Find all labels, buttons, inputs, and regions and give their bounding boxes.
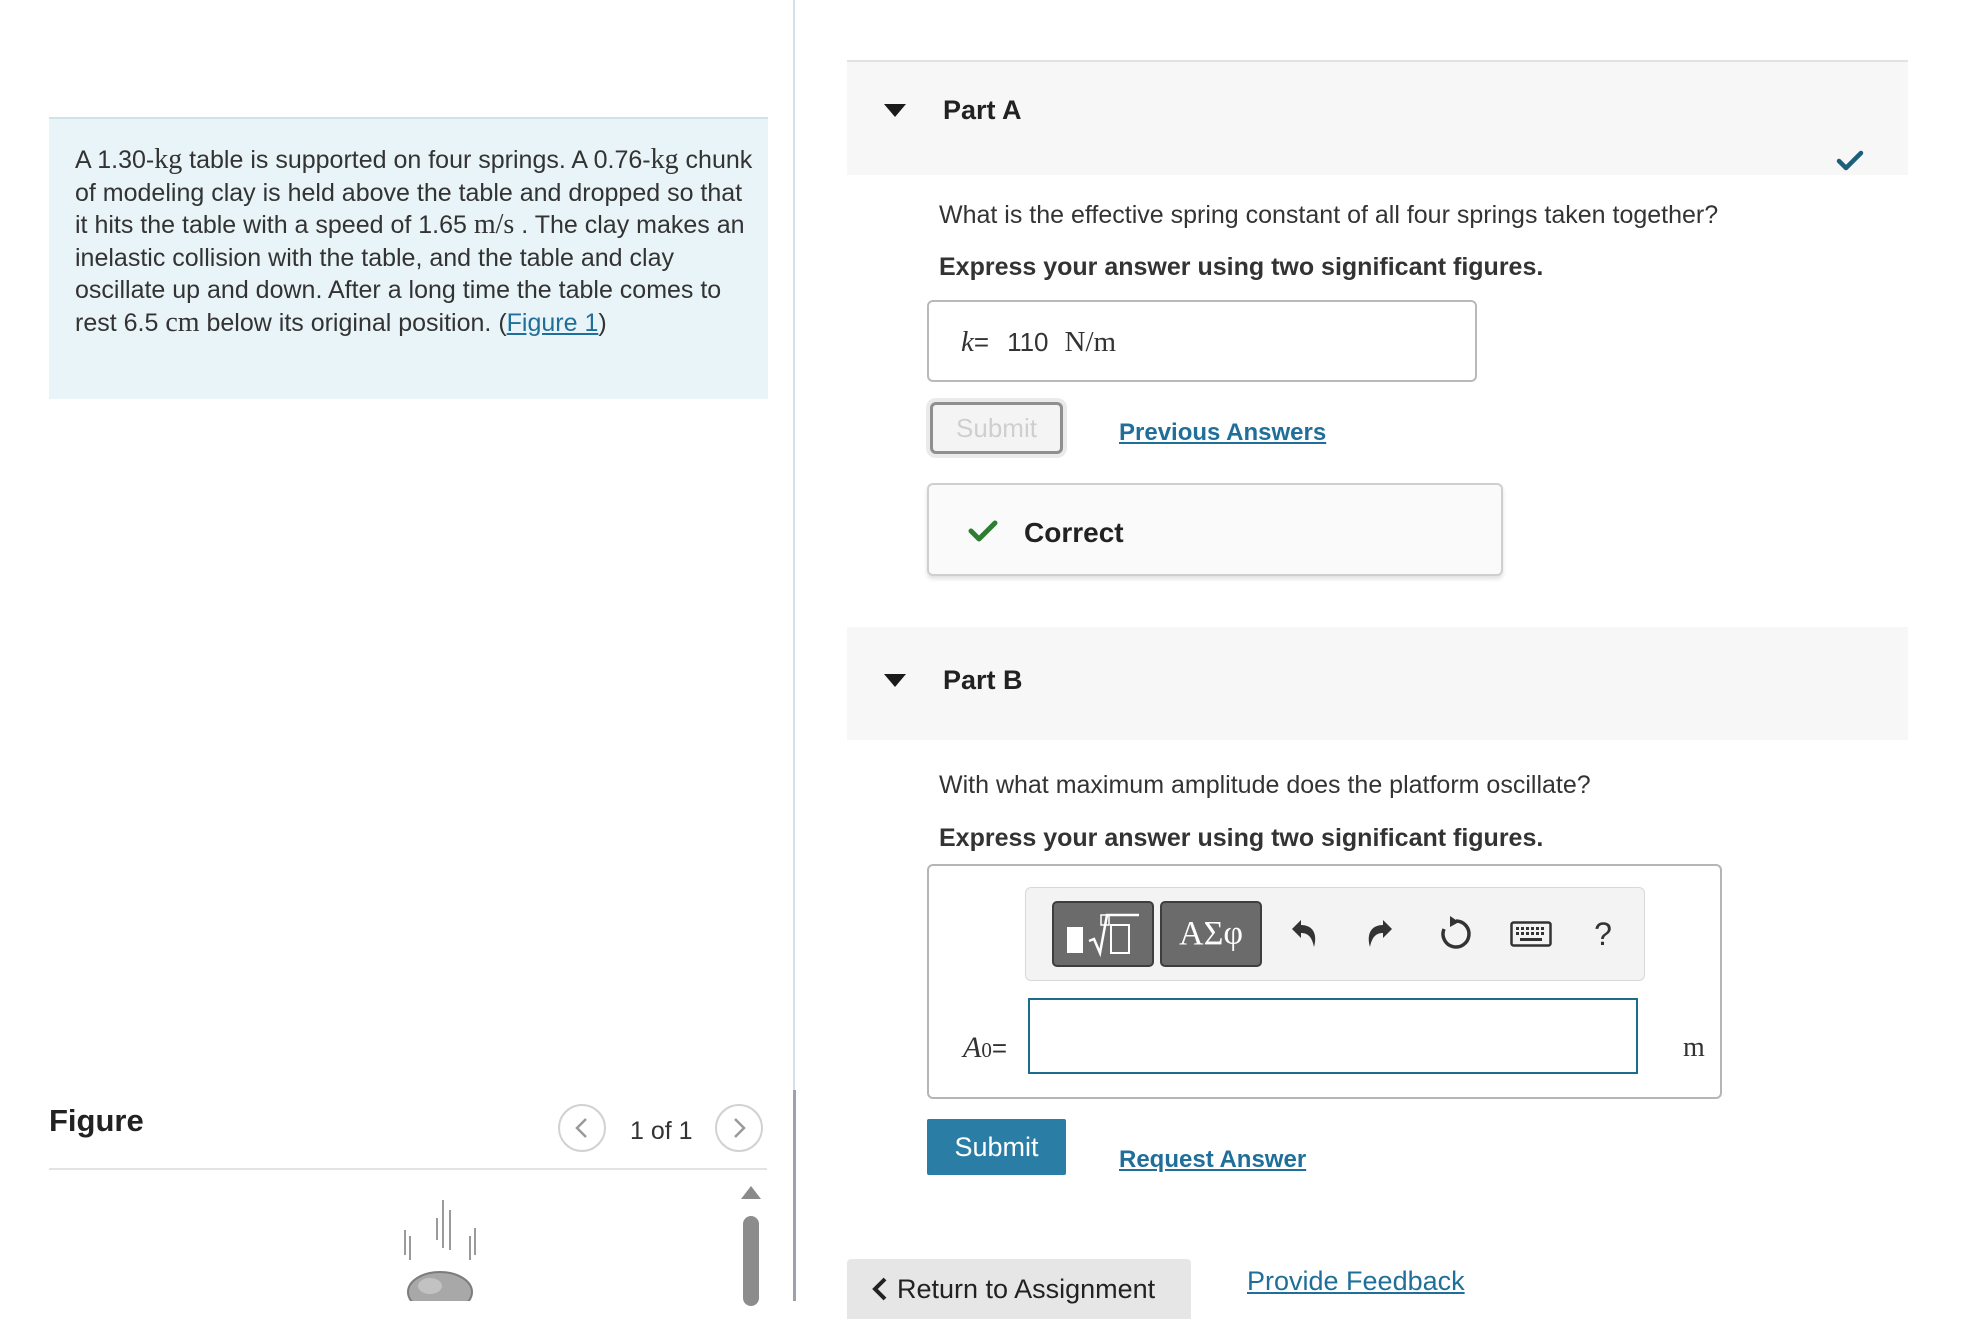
problem-text-part: below its original position. ( — [199, 308, 507, 337]
previous-answers-link[interactable]: Previous Answers — [1119, 419, 1327, 446]
problem-text-part: ) — [598, 308, 607, 337]
templates-button[interactable] — [1052, 901, 1154, 967]
feedback-correct-label: Correct — [1024, 517, 1124, 548]
return-to-assignment-label: Return to Assignment — [897, 1273, 1156, 1304]
part-a-submit-button-disabled: Submit — [930, 402, 1063, 454]
figure-title: Figure — [49, 1103, 144, 1138]
falling-clay-illustration — [380, 1200, 500, 1301]
unit-kg: kg — [650, 144, 679, 175]
scroll-up-arrow[interactable] — [741, 1186, 761, 1199]
pane-resize-handle[interactable] — [793, 1090, 796, 1301]
chevron-left-icon — [871, 1276, 889, 1302]
figure-link[interactable]: Figure 1 — [506, 308, 599, 337]
problem-statement — [75, 144, 755, 339]
feedback-correct-box — [927, 483, 1503, 576]
keyboard-icon — [1510, 921, 1552, 947]
unit-cm: cm — [165, 306, 200, 338]
scrollbar-thumb[interactable] — [743, 1216, 759, 1306]
part-a-title: Part A — [943, 95, 1022, 125]
help-button[interactable]: ? — [1594, 915, 1612, 952]
equals-sign: = — [973, 327, 990, 357]
problem-text-part: chunk of modeling clay is held above the table and dropped so that it hits the table with a speed of 1.65 — [75, 146, 753, 239]
math-toolbar — [1025, 887, 1645, 981]
chevron-right-icon — [731, 1117, 747, 1139]
figure-next-button[interactable] — [715, 1104, 763, 1152]
unit-m-per-s: m/s — [473, 209, 515, 240]
part-b-unit: m — [1683, 1032, 1705, 1063]
part-b-answer-input[interactable] — [1028, 998, 1638, 1074]
part-b-question: With what maximum amplitude does the platform oscillate? — [939, 771, 1591, 799]
figure-prev-button[interactable] — [558, 1104, 606, 1152]
sqrt-template-icon — [1063, 911, 1143, 957]
part-b-instruction: Express your answer using two significant figures. — [939, 824, 1544, 852]
part-a-answer-unit: N/m — [1064, 326, 1117, 358]
request-answer-link[interactable]: Request Answer — [1119, 1146, 1307, 1173]
unit-kg: kg — [154, 144, 183, 175]
part-b-title: Part B — [943, 665, 1023, 695]
equals-sign: = — [991, 1033, 1008, 1063]
variable-subscript: 0 — [981, 1038, 992, 1062]
keyboard-button[interactable] — [1506, 912, 1556, 956]
collapse-caret-icon[interactable] — [884, 674, 906, 687]
collapse-caret-icon[interactable] — [884, 104, 906, 117]
part-a-answer-value: 110 — [1007, 327, 1049, 357]
figure-divider — [49, 1168, 767, 1170]
provide-feedback-link[interactable]: Provide Feedback — [1247, 1266, 1465, 1296]
return-to-assignment-button[interactable] — [847, 1259, 1191, 1319]
undo-icon — [1288, 917, 1320, 951]
problem-text-part: table is supported on four springs. A 0.76- — [182, 146, 651, 174]
variable-a: A — [963, 1031, 982, 1064]
reset-icon — [1437, 915, 1475, 953]
correct-check-icon — [968, 519, 998, 548]
part-a-instruction: Express your answer using two significant figures. — [939, 253, 1544, 281]
greek-letters-button[interactable]: ΑΣφ — [1160, 901, 1262, 967]
part-a-question: What is the effective spring constant of all four springs taken together? — [939, 201, 1719, 229]
problem-text-part: A 1.30- — [75, 146, 155, 174]
part-b-answer-label — [963, 1031, 1007, 1065]
part-complete-check-icon — [1836, 150, 1864, 177]
redo-button[interactable] — [1358, 912, 1402, 956]
figure-counter: 1 of 1 — [630, 1117, 693, 1145]
part-a-answer-row — [961, 326, 1116, 359]
part-b-submit-button[interactable]: Submit — [927, 1119, 1066, 1175]
figure-image — [380, 1200, 500, 1301]
variable-k: k — [961, 326, 974, 358]
redo-icon — [1364, 917, 1396, 951]
reset-button[interactable] — [1434, 912, 1478, 956]
undo-button[interactable] — [1282, 912, 1326, 956]
chevron-left-icon — [574, 1117, 590, 1139]
problem-text-part: . The clay makes an inelastic collision with the table, and the table and clay oscillate up and down. After a long time the table comes to rest 6.5 — [75, 211, 745, 337]
